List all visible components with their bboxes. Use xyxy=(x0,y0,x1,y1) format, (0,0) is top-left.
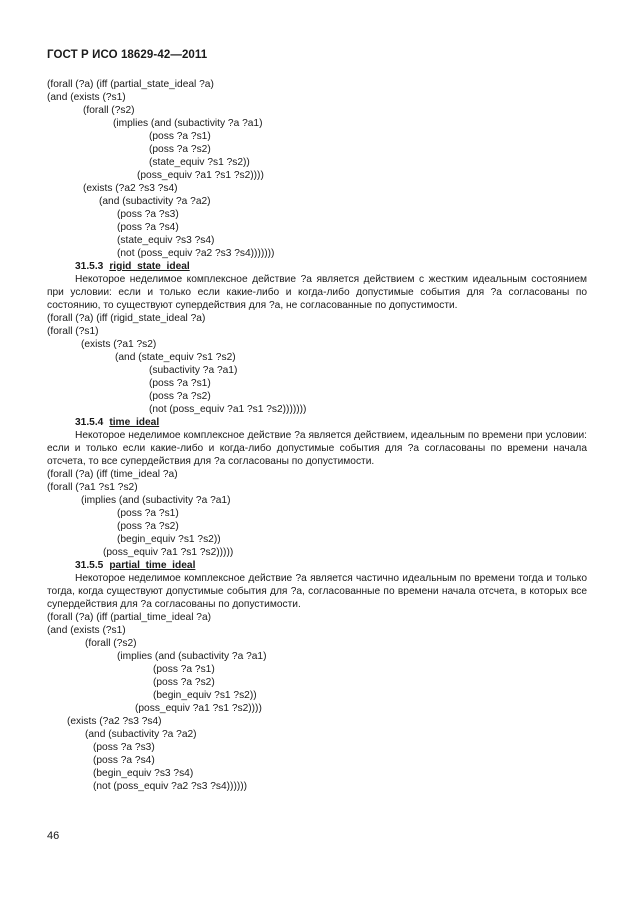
code-line: (poss_equiv ?a1 ?s1 ?s2))))) xyxy=(103,547,234,558)
definition-paragraph: Некоторое неделимое комплексное действие ?a является действием с жестким идеальным состоянием при условии: если и только если какие-либо и когда-либо допустимые события для ?a согласованы по состоянию, то существуют супердействия для ?a, не согласованные по допустимости. xyxy=(47,274,587,311)
code-line: (implies (and (subactivity ?a ?a1) xyxy=(117,651,267,662)
section-number: 31.5.5 xyxy=(75,560,104,571)
code-line: (not (poss_equiv ?a2 ?s3 ?s4))))))) xyxy=(117,248,275,259)
code-line: (forall (?a1 ?s1 ?s2) xyxy=(47,482,138,493)
code-line: (forall (?s1) xyxy=(47,326,99,337)
code-line: (poss ?a ?s2) xyxy=(149,391,211,402)
section-name: partial_time_ideal xyxy=(109,560,196,571)
code-line: (implies (and (subactivity ?a ?a1) xyxy=(81,495,231,506)
code-line: (poss ?a ?s1) xyxy=(153,664,215,675)
page-header: ГОСТ Р ИСО 18629-42—2011 xyxy=(47,49,208,61)
code-line: (exists (?a1 ?s2) xyxy=(81,339,157,350)
code-line: (poss_equiv ?a1 ?s1 ?s2)))) xyxy=(135,703,262,714)
definition-paragraph: Некоторое неделимое комплексное действие ?a является действием, идеальным по времени при условии: если и только если какие-либо и когда-либо допустимые события для ?a согласованы по времени начала отсчета, то все супердействия для ?a согласованы по допустимости. xyxy=(47,430,587,467)
code-line: (forall (?a) (iff (rigid_state_ideal ?a) xyxy=(47,313,206,324)
code-line: (and (subactivity ?a ?a2) xyxy=(85,729,197,740)
code-line: (forall (?a) (iff (partial_state_ideal ?a) xyxy=(47,79,214,90)
code-line: (poss ?a ?s4) xyxy=(117,222,179,233)
code-line: (poss ?a ?s1) xyxy=(117,508,179,519)
code-line: (poss_equiv ?a1 ?s1 ?s2)))) xyxy=(137,170,264,181)
definition-paragraph: Некоторое неделимое комплексное действие ?a является частично идеальным по времени тогда и только тогда, когда существуют допустимые события для ?a, согласованные по времени начала отсчета, в которых все супердействия для ?a согласованы по допустимости. xyxy=(47,573,587,610)
code-line: (and (exists (?s1) xyxy=(47,92,126,103)
code-line: (poss ?a ?s3) xyxy=(93,742,155,753)
section-heading xyxy=(47,559,587,572)
code-line: (subactivity ?a ?a1) xyxy=(149,365,238,376)
code-line: (begin_equiv ?s1 ?s2)) xyxy=(153,690,257,701)
code-line: (poss ?a ?s4) xyxy=(93,755,155,766)
code-line: (not (poss_equiv ?a2 ?s3 ?s4)))))) xyxy=(93,781,248,792)
document-body xyxy=(47,78,587,793)
section-name: time_ideal xyxy=(109,417,160,428)
code-line: (begin_equiv ?s3 ?s4) xyxy=(93,768,194,779)
section-heading xyxy=(47,260,587,273)
code-line: (poss ?a ?s2) xyxy=(117,521,179,532)
page-number: 46 xyxy=(47,830,60,842)
code-line: (forall (?a) (iff (partial_time_ideal ?a) xyxy=(47,612,212,623)
code-line: (forall (?s2) xyxy=(85,638,137,649)
code-line: (exists (?a2 ?s3 ?s4) xyxy=(67,716,162,727)
code-line: (poss ?a ?s1) xyxy=(149,378,211,389)
section-heading xyxy=(47,416,587,429)
code-line: (implies (and (subactivity ?a ?a1) xyxy=(113,118,263,129)
section-name: rigid_state_ideal xyxy=(109,261,190,272)
section-number: 31.5.4 xyxy=(75,417,104,428)
code-line: (and (subactivity ?a ?a2) xyxy=(99,196,211,207)
code-line: (forall (?a) (iff (time_ideal ?a) xyxy=(47,469,178,480)
code-line: (forall (?s2) xyxy=(83,105,135,116)
section-number: 31.5.3 xyxy=(75,261,104,272)
code-line: (begin_equiv ?s1 ?s2)) xyxy=(117,534,221,545)
code-line: (state_equiv ?s1 ?s2)) xyxy=(149,157,250,168)
code-line: (and (exists (?s1) xyxy=(47,625,126,636)
code-line: (poss ?a ?s3) xyxy=(117,209,179,220)
code-line: (state_equiv ?s3 ?s4) xyxy=(117,235,215,246)
code-line: (poss ?a ?s1) xyxy=(149,131,211,142)
code-line: (poss ?a ?s2) xyxy=(153,677,215,688)
code-line: (poss ?a ?s2) xyxy=(149,144,211,155)
code-line: (and (state_equiv ?s1 ?s2) xyxy=(115,352,236,363)
code-line: (not (poss_equiv ?a1 ?s1 ?s2))))))) xyxy=(149,404,307,415)
code-line: (exists (?a2 ?s3 ?s4) xyxy=(83,183,178,194)
